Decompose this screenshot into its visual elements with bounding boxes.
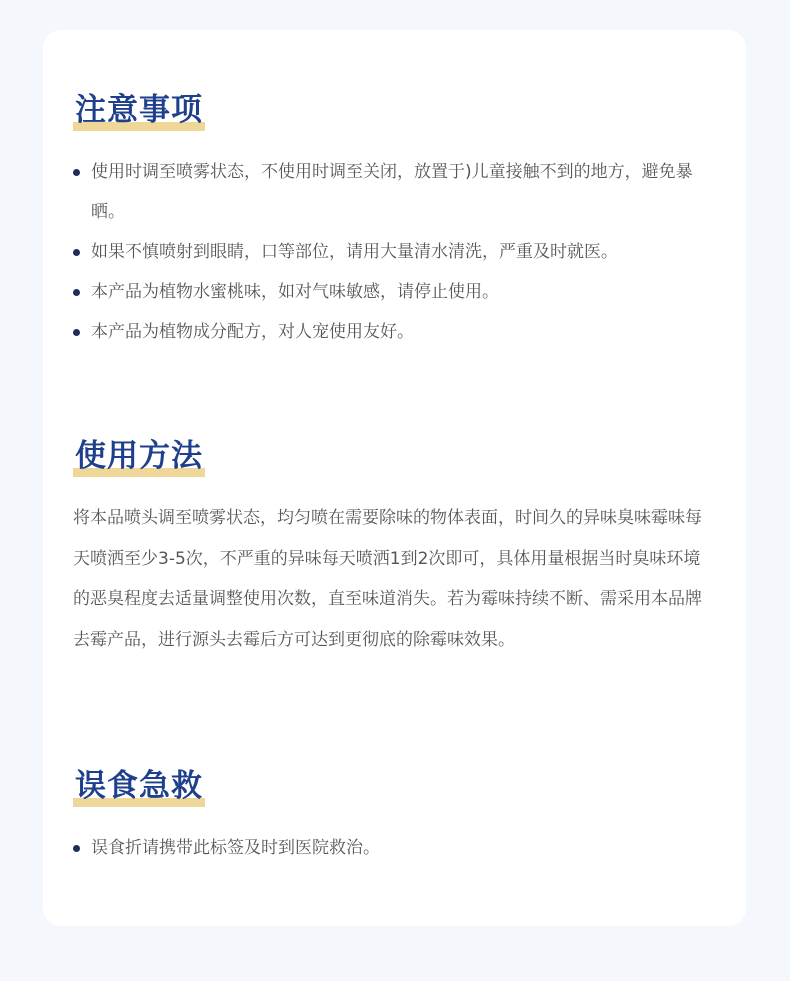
list-item-text: 本产品为植物成分配方，对人宠使用友好。 xyxy=(91,322,414,342)
list-item-text: 本产品为植物水蜜桃味，如对气味敏感，请停止使用。 xyxy=(91,282,499,302)
precautions-heading xyxy=(73,90,205,130)
bullet-dot xyxy=(73,845,80,852)
usage-title: 使用方法 xyxy=(75,438,203,474)
info-card xyxy=(43,30,746,926)
list-item xyxy=(73,312,723,352)
list-item-text: 使用时调至喷雾状态，不使用时调至关闭，放置于)儿童接触不到的地方，避免暴晒。 xyxy=(91,162,693,222)
first-aid-title: 误食急救 xyxy=(75,768,203,804)
usage-heading xyxy=(73,436,205,476)
bullet-dot xyxy=(73,169,80,176)
list-item xyxy=(73,232,723,272)
usage-section xyxy=(73,436,723,660)
usage-text: 将本品喷头调至喷雾状态，均匀喷在需要除味的物体表面，时间久的异味臭味霉味每天喷洒至少3-5次，不严重的异味每天喷洒1到2次即可，具体用量根据当时臭味环境的恶臭程度去适量调整使用次数，直至味道消失。若为霉味持续不断、需采用本品牌去霉产品，进行源头去霉后方可达到更彻底的除霉味效果。 xyxy=(73,508,702,650)
list-item xyxy=(73,828,723,868)
bullet-dot xyxy=(73,249,80,256)
first-aid-heading xyxy=(73,766,205,806)
list-item xyxy=(73,272,723,312)
bullet-dot xyxy=(73,329,80,336)
first-aid-list xyxy=(73,828,723,868)
list-item-text: 如果不慎喷射到眼睛，口等部位，请用大量清水清洗，严重及时就医。 xyxy=(91,242,618,262)
bullet-dot xyxy=(73,289,80,296)
first-aid-section xyxy=(73,766,723,868)
precautions-title: 注意事项 xyxy=(75,92,203,128)
list-item xyxy=(73,152,723,232)
list-item-text: 误食折请携带此标签及时到医院救治。 xyxy=(91,838,380,858)
precautions-section xyxy=(73,90,723,352)
precautions-list xyxy=(73,152,723,352)
